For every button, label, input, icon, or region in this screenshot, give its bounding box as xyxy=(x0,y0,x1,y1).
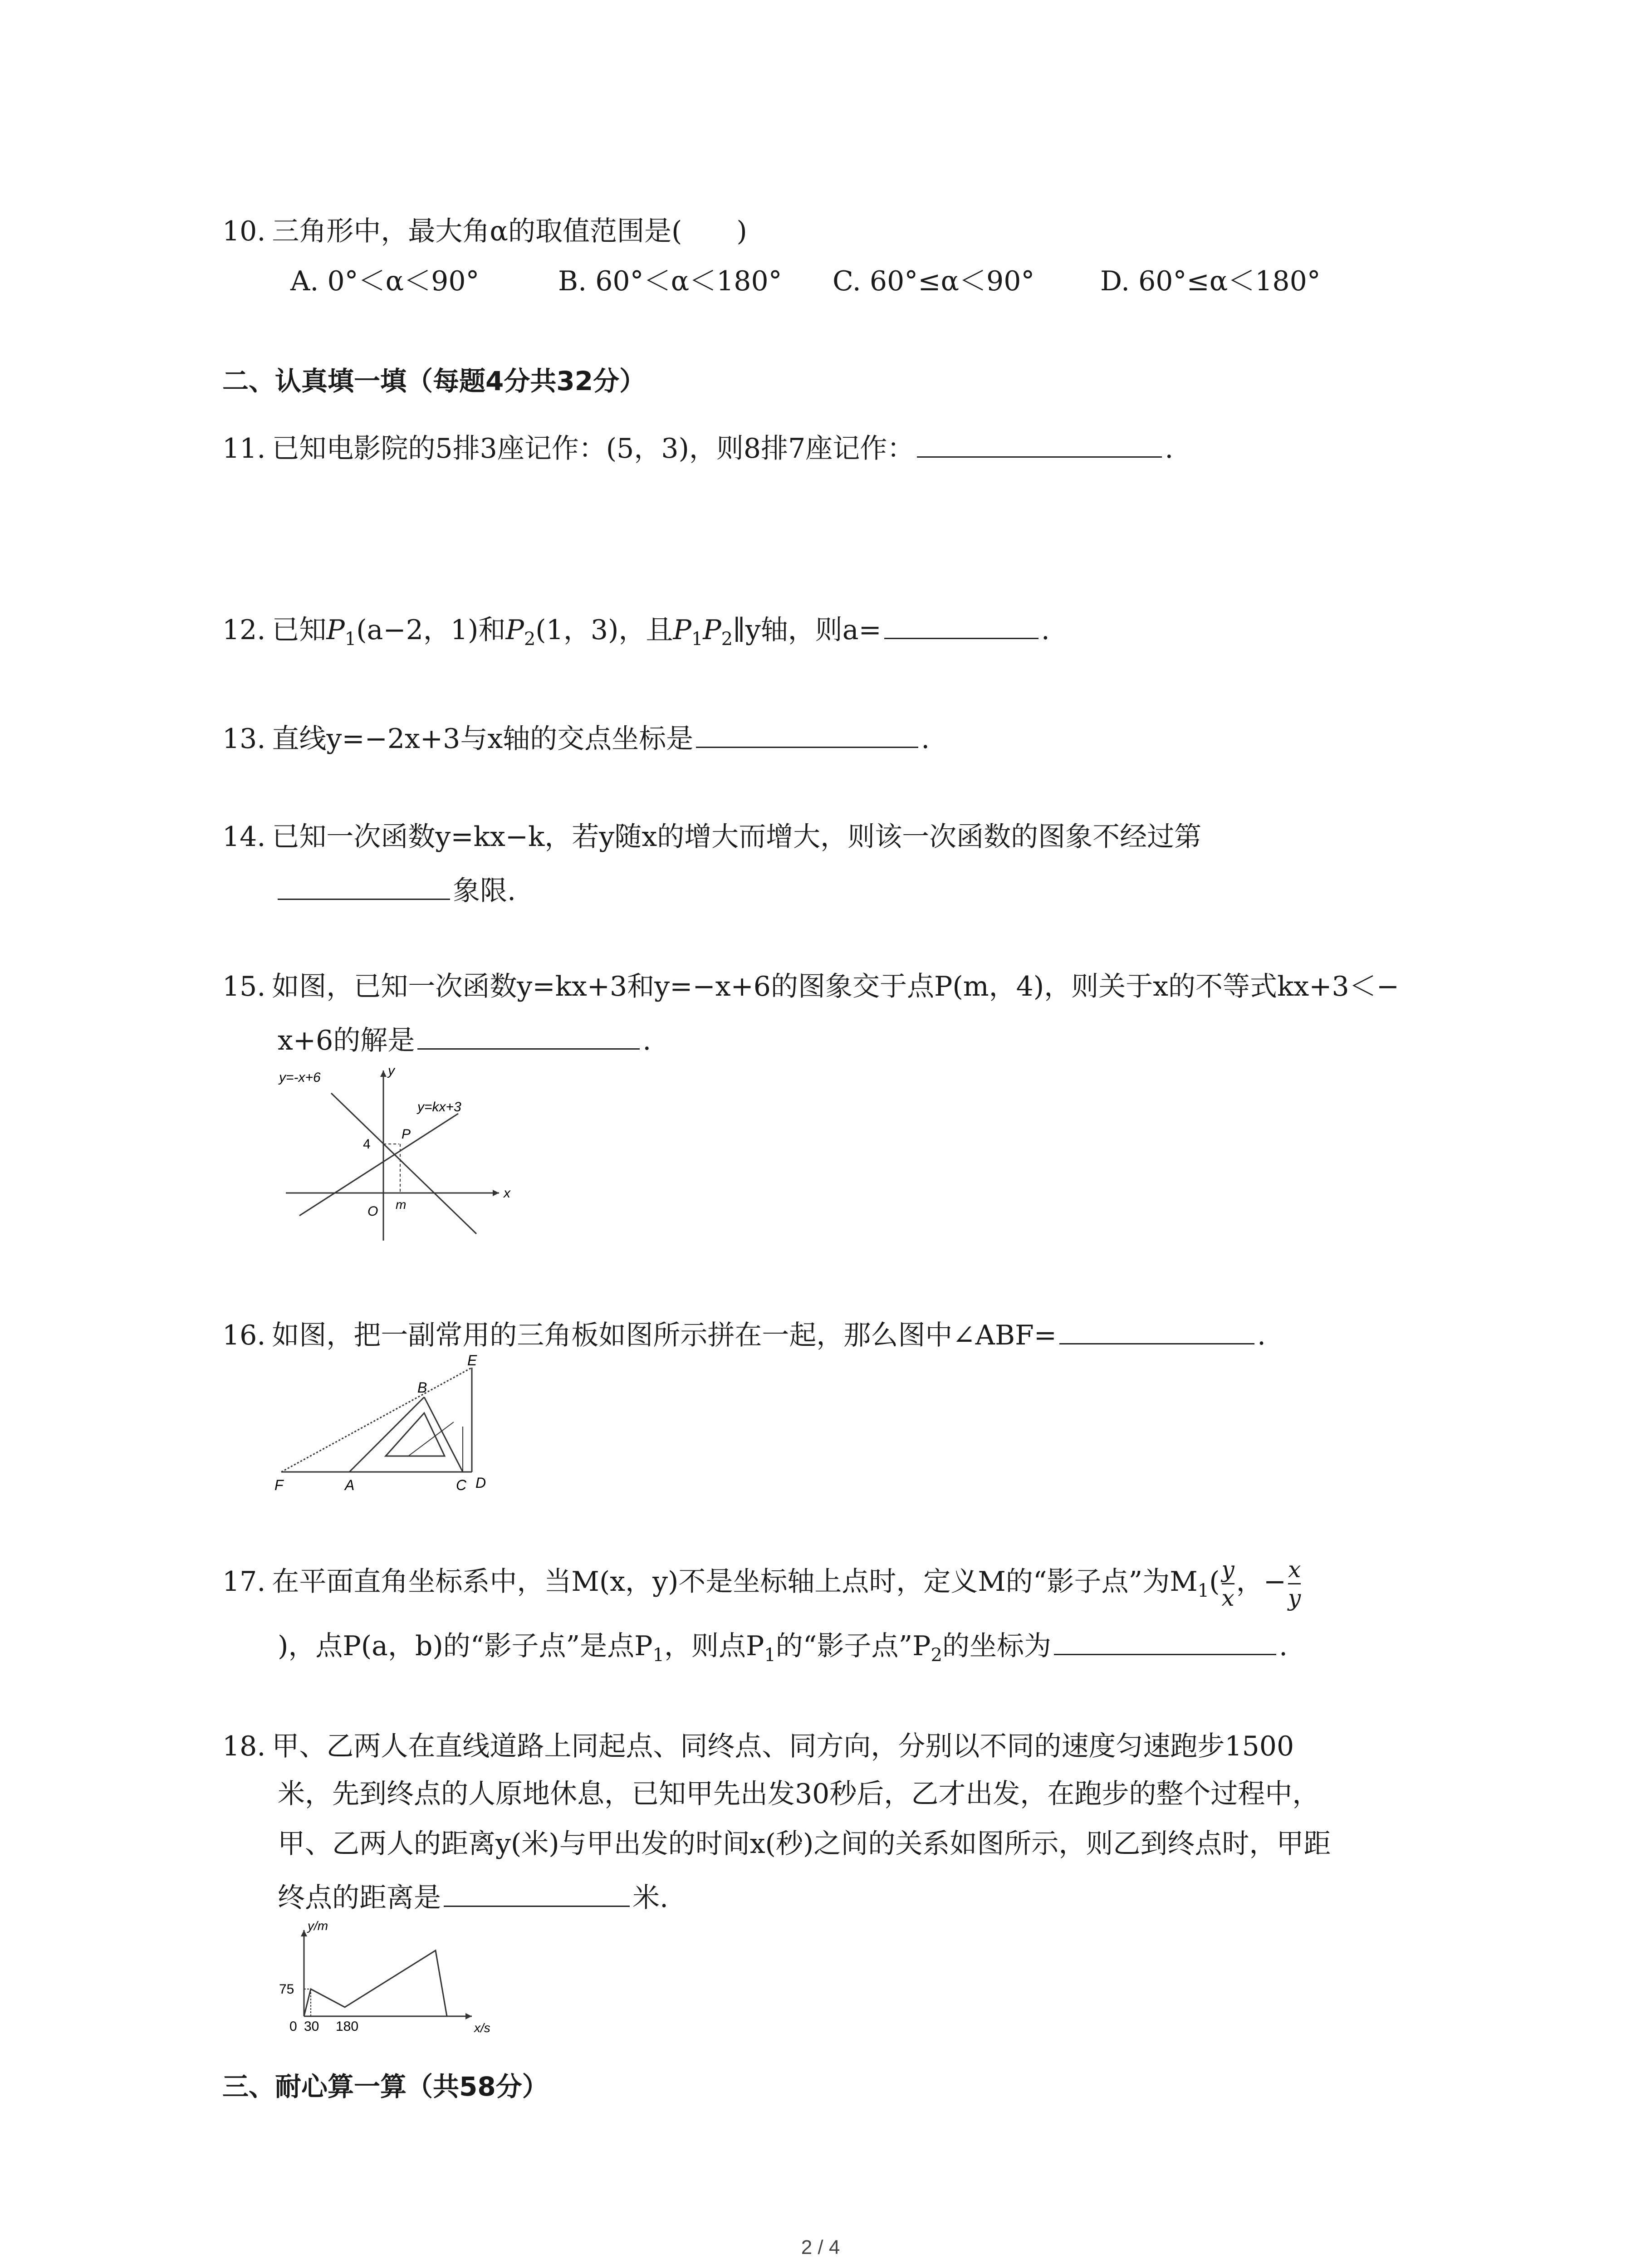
question-text: 象限. xyxy=(453,875,516,907)
question-text: ，− xyxy=(1236,1566,1287,1598)
fraction-numerator: y xyxy=(1221,1556,1234,1583)
question-text: 终点的距离是 xyxy=(278,1882,441,1914)
label-75: 75 xyxy=(279,1982,294,1997)
label-x: x/s xyxy=(474,2021,490,2034)
question-text: 已知 xyxy=(272,614,327,646)
question-end: . xyxy=(1165,433,1174,464)
x-axis-arrow xyxy=(493,1190,499,1196)
question-number: 16. xyxy=(222,1320,266,1351)
question-text: 如图，把一副常用的三角板如图所示拼在一起，那么图中∠ABF= xyxy=(272,1320,1057,1351)
option-d: D. 60°≤α＜180° xyxy=(1100,265,1321,297)
question-end: . xyxy=(1257,1320,1266,1351)
subscript: 1 xyxy=(764,1645,776,1666)
question-18-line-2: 米，先到终点的人原地休息，已知甲先出发30秒后，乙才出发，在跑步的整个过程中， xyxy=(278,1778,1320,1810)
answer-blank[interactable] xyxy=(417,1018,640,1050)
question-18 xyxy=(222,1728,1294,1765)
question-14 xyxy=(222,819,1201,855)
line-y-kx-plus-3 xyxy=(299,1114,458,1216)
answer-blank[interactable] xyxy=(1054,1624,1276,1655)
fraction-denominator: x xyxy=(1222,1583,1234,1612)
subscript: 2 xyxy=(524,629,536,650)
question-13 xyxy=(222,717,930,757)
label-0: 0 xyxy=(289,2019,297,2034)
label-e: E xyxy=(467,1354,477,1369)
subscript: 1 xyxy=(344,629,357,650)
point-label: P xyxy=(673,614,691,646)
question-18-line-3: 甲、乙两人的距离y(米)与甲出发的时间x(秒)之间的关系如图所示，则乙到终点时，甲距 xyxy=(278,1828,1331,1860)
subscript: 1 xyxy=(691,629,703,650)
question-15 xyxy=(222,968,1399,1005)
label-m: m xyxy=(396,1198,407,1212)
question-text: 直线y=−2x+3与x轴的交点坐标是 xyxy=(272,723,694,755)
question-text: 的“影子点”P xyxy=(775,1630,931,1662)
question-text: x+6的解是 xyxy=(278,1025,415,1056)
label-line2: y=kx+3 xyxy=(417,1100,461,1114)
question-number: 18. xyxy=(222,1730,266,1762)
question-number: 13. xyxy=(222,723,266,755)
question-17: 17. 在平面直角坐标系中，当M(x，y)不是坐标轴上点时，定义M的“影子点”为$M_1$( $\frac{y}{x}$ ，− $\frac{x}{y}$ xyxy=(222,1556,1301,1611)
fraction-numerator: x xyxy=(1288,1556,1301,1583)
label-b: B xyxy=(417,1379,427,1396)
label-y: y xyxy=(388,1063,395,1078)
answer-blank[interactable] xyxy=(1059,1313,1254,1344)
label-a: A xyxy=(345,1477,355,1493)
label-30: 30 xyxy=(304,2019,319,2034)
question-number: 10. xyxy=(222,215,266,247)
question-text: 的坐标为 xyxy=(942,1630,1051,1662)
fraction-y-over-x xyxy=(1222,1556,1234,1612)
label-y: y/m xyxy=(308,1919,328,1933)
question-text: (a−2，1)和 xyxy=(356,614,506,646)
label-4: 4 xyxy=(363,1137,371,1152)
edge-bc xyxy=(424,1397,463,1472)
question-text: 甲、乙两人在直线道路上同起点、同终点、同方向，分别以不同的速度匀速跑步1500 xyxy=(272,1730,1294,1762)
question-number: 11. xyxy=(222,433,266,464)
option-c: C. 60°≤α＜90° xyxy=(833,265,1035,297)
answer-blank[interactable] xyxy=(444,1876,630,1907)
question-end: . xyxy=(1041,614,1050,646)
point-label: P xyxy=(505,614,524,646)
question-text: 已知一次函数y=kx−k，若y随x的增大而增大，则该一次函数的图象不经过第 xyxy=(272,821,1202,853)
x-axis-arrow xyxy=(465,2013,472,2019)
question-12 xyxy=(222,608,1050,657)
question-text: (1，3)，且 xyxy=(535,614,673,646)
subscript: 2 xyxy=(931,1645,942,1666)
point-label: P xyxy=(703,614,721,646)
question-11 xyxy=(222,426,1173,467)
label-p: P xyxy=(402,1127,411,1142)
q18-distance-graph xyxy=(272,1916,508,2034)
question-text: 已知电影院的5排3座记作：(5，3)，则8排7座记作： xyxy=(272,433,915,464)
subscript: 1 xyxy=(1197,1580,1210,1602)
option-b: B. 60°＜α＜180° xyxy=(558,265,782,297)
fraction-x-over-y xyxy=(1288,1556,1301,1612)
label-c: C xyxy=(456,1477,467,1493)
label-f: F xyxy=(274,1477,284,1493)
question-18-line-4 xyxy=(278,1876,668,1916)
answer-blank[interactable] xyxy=(696,717,918,748)
question-number: 17. xyxy=(222,1566,266,1598)
question-text: 三角形中，最大角α的取值范围是( ) xyxy=(272,215,747,247)
edge-ab xyxy=(349,1397,424,1472)
question-number: 15. xyxy=(222,971,266,1002)
y-axis-arrow xyxy=(380,1070,387,1077)
question-text: ∥y轴，则a= xyxy=(733,614,882,646)
question-14-line-2 xyxy=(278,869,516,909)
question-15-line-2 xyxy=(278,1018,651,1059)
label-o: O xyxy=(367,1204,378,1219)
question-text: 在平面直角坐标系中，当M(x，y)不是坐标轴上点时，定义M的“影子点”为M xyxy=(272,1566,1198,1598)
question-text: 如图，已知一次函数y=kx+3和y=−x+6的图象交于点P(m，4)，则关于x的不等式kx+3＜− xyxy=(272,971,1399,1002)
question-10 xyxy=(222,213,747,249)
label-d: D xyxy=(475,1475,486,1491)
subscript: 2 xyxy=(721,629,733,650)
distance-polyline xyxy=(304,1950,447,2016)
q16-triangle-figure xyxy=(272,1354,508,1499)
label-180: 180 xyxy=(336,2019,359,2034)
question-end: . xyxy=(921,723,930,755)
page-number: 2 / 4 xyxy=(801,2236,840,2258)
fraction-denominator: y xyxy=(1288,1583,1301,1612)
answer-blank[interactable] xyxy=(278,869,450,900)
question-text: )，点P(a，b)的“影子点”是点P xyxy=(278,1630,653,1662)
option-a: A. 0°＜α＜90° xyxy=(290,265,480,297)
label-x: x xyxy=(504,1186,510,1201)
q15-graph xyxy=(272,1061,526,1243)
question-end: . xyxy=(1279,1630,1288,1662)
question-end: . xyxy=(642,1025,652,1056)
subscript: 1 xyxy=(652,1645,664,1666)
question-number: 12. xyxy=(222,614,266,646)
question-16 xyxy=(222,1313,1266,1354)
y-axis-arrow xyxy=(301,1930,307,1936)
point-label: P xyxy=(326,614,345,646)
question-number: 14. xyxy=(222,821,266,853)
question-text: ，则点P xyxy=(664,1630,764,1662)
question-17-line-2 xyxy=(278,1624,1288,1673)
section-2-heading: 二、认真填一填（每题4分共32分） xyxy=(222,366,646,396)
label-line1: y=-x+6 xyxy=(279,1070,321,1085)
answer-blank[interactable] xyxy=(884,608,1038,639)
question-text: 米. xyxy=(632,1882,669,1914)
section-3-heading: 三、耐心算一算（共58分） xyxy=(222,2071,549,2102)
answer-blank[interactable] xyxy=(917,426,1162,458)
